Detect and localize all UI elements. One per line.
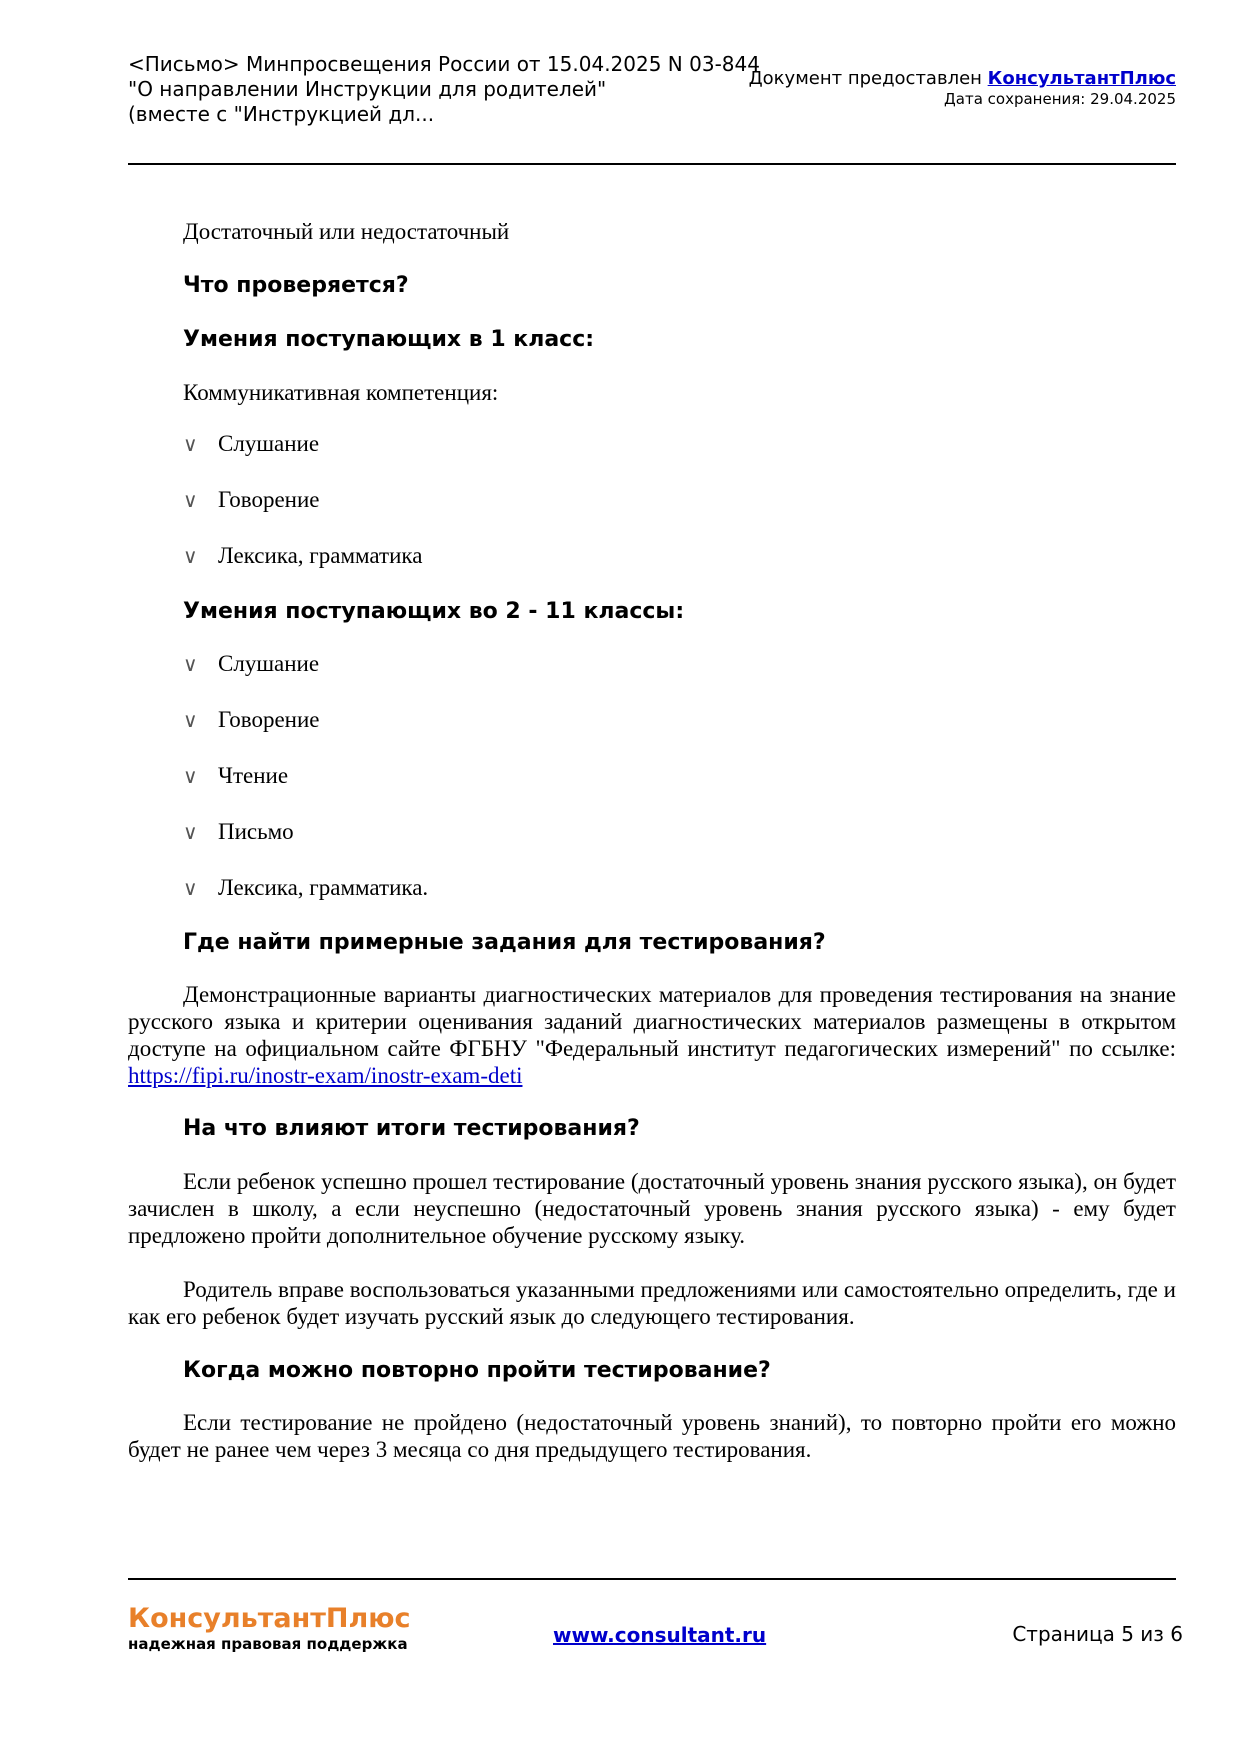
list-item-text: Письмо [218, 819, 294, 844]
saved-date: Дата сохранения: 29.04.2025 [944, 90, 1176, 108]
affect-paragraph-2: Родитель вправе воспользоваться указанными предложениями или самостоятельно определить, где и как его ребенок будет изучать русский язык до следующего тестирования. [128, 1277, 1176, 1329]
heading-where-find: Где найти примерные задания для тестирования? [183, 930, 826, 955]
heading-repeat: Когда можно повторно пройти тестирование? [183, 1358, 771, 1383]
list-item [128, 486, 1176, 514]
list-item-text: Лексика, грамматика [218, 543, 423, 568]
footer-logo [128, 1603, 411, 1653]
title-line-3: (вместе с "Инструкцией дл... [128, 102, 435, 126]
list-item [128, 874, 1176, 902]
heading-grade1: Умения поступающих в 1 класс: [183, 327, 595, 352]
list-item [128, 818, 1176, 846]
footer-site [553, 1623, 766, 1647]
list-item-text: Говорение [218, 707, 320, 732]
provider-link[interactable]: КонсультантПлюс [987, 68, 1176, 89]
list-item [128, 430, 1176, 458]
heading-what-checked: Что проверяется? [183, 273, 409, 298]
where-paragraph [128, 981, 1176, 1089]
title-line-1: <Письмо> Минпросвещения России от 15.04.2025 N 03-844 [128, 52, 760, 76]
repeat-paragraph: Если тестирование не пройдено (недостаточный уровень знаний), то повторно пройти его можно будет не ранее чем через 3 месяца со дня предыдущего тестирования. [128, 1410, 1176, 1462]
header-divider [128, 163, 1176, 165]
list-item [128, 762, 1176, 790]
fipi-link[interactable]: https://fipi.ru/inostr-exam/inostr-exam-deti [128, 1063, 523, 1088]
provided-prefix: Документ предоставлен [748, 68, 988, 89]
document-title [128, 52, 768, 127]
list-item-text: Чтение [218, 763, 289, 788]
list-item [128, 542, 1176, 570]
checkmark-v-icon: ∨ [183, 652, 198, 676]
checkmark-v-icon: ∨ [183, 432, 198, 456]
list-item-text: Говорение [218, 487, 320, 512]
list-item-text: Слушание [218, 651, 320, 676]
affect-paragraph-1: Если ребенок успешно прошел тестирование (достаточный уровень знания русского языка), он будет зачислен в школу, а если неуспешно (недостаточный уровень знания русского языка) - ему будет предложено пройти дополнительное обучение русскому языку. [128, 1169, 1176, 1248]
checkmark-v-icon: ∨ [183, 488, 198, 512]
checkmark-v-icon: ∨ [183, 708, 198, 732]
list-item-text: Лексика, грамматика. [218, 875, 429, 900]
page-number: Страница 5 из 6 [1012, 1622, 1183, 1646]
checkmark-v-icon: ∨ [183, 820, 198, 844]
provided-by [749, 68, 1176, 90]
title-line-2: "О направлении Инструкции для родителей" [128, 77, 607, 101]
where-text: Демонстрационные варианты диагностических материалов для проведения тестирования на знание русского языка и критерии оценивания заданий диагностических материалов размещены в открытом доступе на официальном сайте ФГБНУ "Федеральный институт педагогических измерений" по ссылке: [128, 982, 1176, 1061]
intro-text: Достаточный или недостаточный [183, 219, 510, 244]
list-item-text: Слушание [218, 431, 320, 456]
footer-tagline: надежная правовая поддержка [128, 1635, 408, 1653]
footer-brand: КонсультантПлюс [128, 1603, 411, 1634]
footer-site-link[interactable]: www.consultant.ru [553, 1623, 767, 1647]
footer-divider [128, 1578, 1176, 1580]
document-source [749, 68, 1176, 109]
checkmark-v-icon: ∨ [183, 544, 198, 568]
document-body [128, 218, 1176, 1463]
grade1-competence: Коммуникативная компетенция: [183, 380, 499, 405]
list-item [128, 650, 1176, 678]
heading-grades-2-11: Умения поступающих во 2 - 11 классы: [183, 599, 685, 624]
checkmark-v-icon: ∨ [183, 764, 198, 788]
list-item [128, 706, 1176, 734]
heading-what-affect: На что влияют итоги тестирования? [183, 1116, 640, 1141]
checkmark-v-icon: ∨ [183, 876, 198, 900]
